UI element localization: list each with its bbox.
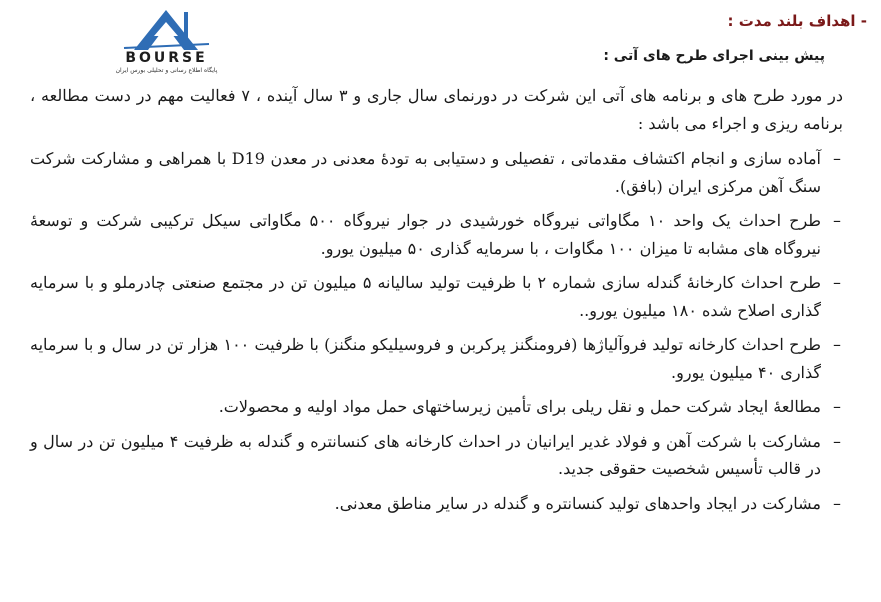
bullet-dash: – xyxy=(833,211,841,230)
list-item xyxy=(30,331,843,386)
list-item-text: مشارکت با شرکت آهن و فولاد غدیر ایرانیان در احداث کارخانه های کنسانتره و گندله به ظرفیت ۴ میلیون تن در سال و در قالب تأسیس شخصیت حقوقی جدید. xyxy=(30,431,821,478)
list-item-text: مطالعهٔ ایجاد شرکت حمل و نقل ریلی برای تأمین زیرساختهای حمل مواد اولیه و محصولات. xyxy=(218,397,821,416)
bullet-dash: – xyxy=(833,493,841,513)
bourse-logo xyxy=(104,6,229,76)
document-body xyxy=(30,82,843,524)
logo-subtitle: پایگاه اطلاع رسانی و تحلیلی بورس ایران xyxy=(115,67,218,74)
list-item xyxy=(30,490,843,518)
bullet-dash: – xyxy=(833,273,841,292)
plans-list xyxy=(30,145,843,517)
bullet-dash: – xyxy=(833,149,841,168)
list-item xyxy=(30,393,843,421)
list-item-text: آماده سازی و انجام اکتشاف مقدماتی ، تفصیلی و دستیابی به تودهٔ معدنی در معدن D19 با همراهی و مشارکت شرکت سنگ آهن مرکزی ایران (بافق). xyxy=(30,149,821,196)
list-item xyxy=(30,145,843,200)
list-item-text: مشارکت در ایجاد واحدهای تولید کنسانتره و گندله در سایر مناطق معدنی. xyxy=(334,493,821,513)
subsection-heading: پیش بینی اجرای طرح های آتی : xyxy=(603,48,825,64)
list-item xyxy=(30,269,843,324)
bourse-logo-emblem xyxy=(104,6,229,52)
bullet-dash: – xyxy=(833,431,841,451)
list-item-text: طرح احداث کارخانه تولید فروآلیاژها (فرومنگنز پرکربن و فروسیلیکو منگنز) با ظرفیت ۱۰۰ هزار تن در سال و با سرمایه گذاری ۴۰ میلیون یورو. xyxy=(30,335,821,382)
logo-wordmark: BOURSE xyxy=(125,50,208,66)
list-item xyxy=(30,207,843,262)
intro-paragraph: در مورد طرح های و برنامه های آتی این شرکت در دورنمای سال جاری و ۳ سال آینده ، ۷ فعالیت مهم در دست مطالعه ، برنامه ریزی و اجراء می باشد : xyxy=(30,86,844,133)
bullet-dash: – xyxy=(833,335,841,354)
section-heading: - اهداف بلند مدت : xyxy=(727,12,867,30)
list-item-text: طرح احداث یک واحد ۱۰ مگاواتی نیروگاه خورشیدی در جوار نیروگاه ۵۰۰ مگاواتی سیکل ترکیبی شرکت و توسعهٔ نیروگاه های مشابه تا میزان ۱۰۰ مگاوات ، با سرمایه گذاری ۵۰ میلیون یورو. xyxy=(30,211,822,258)
list-item xyxy=(30,428,843,483)
list-item-text: طرح احداث کارخانهٔ گندله سازی شماره ۲ با ظرفیت تولید سالیانه ۵ میلیون تن در مجتمع صنعتی چادرملو و با سرمایه گذاری اصلاح شده ۱۸۰ میلیون یورو.. xyxy=(30,273,821,320)
bullet-dash: – xyxy=(833,397,841,416)
